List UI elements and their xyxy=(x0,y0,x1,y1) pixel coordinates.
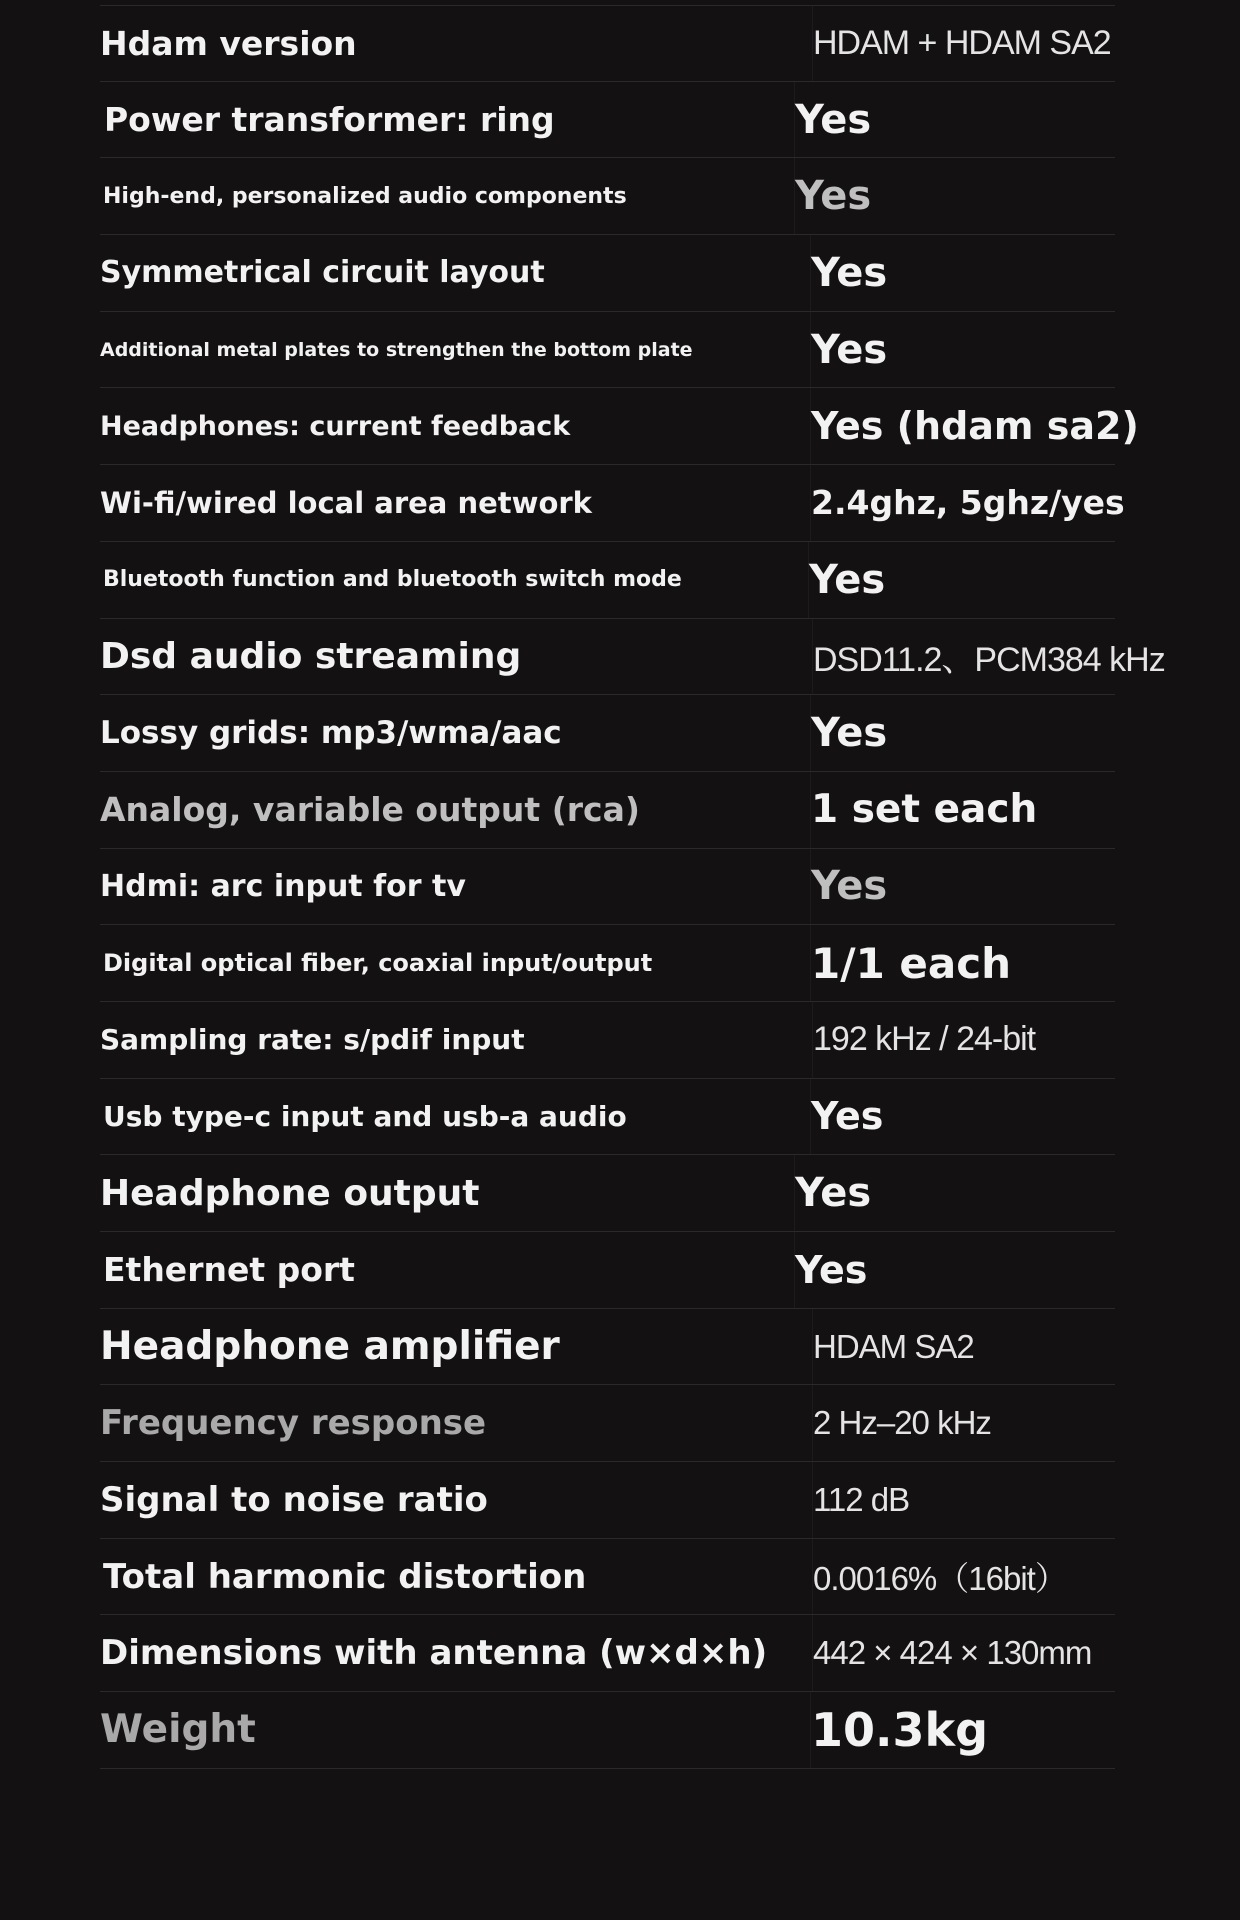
spec-label xyxy=(100,695,760,771)
spec-row-headphones-feedback xyxy=(100,388,1139,465)
spec-label xyxy=(100,465,760,541)
spec-value xyxy=(810,849,1115,925)
spec-value xyxy=(794,82,1115,158)
spec-label-text: Lossy grids: mp3/wma/aac xyxy=(100,715,562,752)
spec-label xyxy=(100,235,760,311)
spec-row-network xyxy=(100,465,1125,542)
spec-value xyxy=(812,1309,1115,1385)
spec-value-text: Yes xyxy=(795,173,872,220)
spec-row-symmetrical-layout xyxy=(100,235,1115,312)
spec-label-text: Bluetooth function and bluetooth switch mode xyxy=(103,567,682,593)
spec-label xyxy=(100,388,760,464)
spec-label-text: Symmetrical circuit layout xyxy=(100,255,545,291)
spec-value-text: 112 dB xyxy=(813,1480,910,1518)
spec-label xyxy=(100,1462,760,1538)
spec-value xyxy=(812,1462,1115,1538)
spec-value-text: Yes xyxy=(795,96,872,143)
spec-row-power-transformer xyxy=(100,82,1115,159)
spec-value xyxy=(812,6,1115,81)
spec-row-headphone-amplifier xyxy=(100,1309,1115,1386)
spec-label xyxy=(100,1385,760,1461)
spec-row-snr xyxy=(100,1462,1115,1539)
spec-row-hdmi-arc xyxy=(100,849,1115,926)
spec-label-text: Dsd audio streaming xyxy=(100,635,522,677)
spec-label xyxy=(100,542,763,618)
spec-label-text: Dimensions with antenna (w×d×h) xyxy=(100,1633,768,1674)
spec-label-text: Weight xyxy=(100,1707,256,1753)
spec-label-text: Sampling rate: s/pdif input xyxy=(100,1023,525,1057)
spec-value xyxy=(810,1079,1115,1155)
spec-row-lossy-grids xyxy=(100,695,1115,772)
spec-label-text: Digital optical fiber, coaxial input/output xyxy=(103,949,653,978)
spec-value xyxy=(810,1692,1115,1768)
spec-label xyxy=(100,1079,763,1155)
spec-value-text: Yes xyxy=(811,710,888,757)
spec-value-text: Yes xyxy=(811,249,888,296)
spec-row-hdam-version xyxy=(100,5,1115,82)
spec-label-text: Additional metal plates to strengthen the bottom plate xyxy=(100,338,693,361)
spec-label xyxy=(100,6,760,81)
spec-row-ethernet xyxy=(100,1232,1115,1309)
spec-label xyxy=(100,1309,760,1385)
spec-value-text: 1 set each xyxy=(811,787,1038,833)
spec-value xyxy=(794,1232,1115,1308)
spec-value xyxy=(810,388,1139,464)
spec-value xyxy=(810,925,1115,1001)
spec-value xyxy=(794,158,1115,234)
spec-value xyxy=(808,542,1115,618)
spec-table xyxy=(100,5,1165,1769)
spec-value-text: 0.0016%（16bit） xyxy=(813,1560,1067,1598)
spec-label-text: Hdam version xyxy=(100,23,357,63)
spec-value-text: Yes xyxy=(795,1247,868,1292)
spec-value xyxy=(810,312,1115,388)
spec-label xyxy=(100,82,764,158)
spec-value-text: 2.4ghz, 5ghz/yes xyxy=(811,483,1125,523)
spec-row-analog-output xyxy=(100,772,1115,849)
spec-label-text: Wi-fi/wired local area network xyxy=(100,485,592,520)
spec-value-text: 1/1 each xyxy=(811,938,1012,988)
spec-label xyxy=(100,1692,760,1768)
spec-label xyxy=(100,158,763,234)
spec-value-text: HDAM SA2 xyxy=(813,1327,974,1365)
spec-label-text: Total harmonic distortion xyxy=(103,1556,587,1597)
spec-value-text: Yes (hdam sa2) xyxy=(811,404,1139,449)
spec-row-thd xyxy=(100,1539,1115,1616)
spec-value-text: Yes xyxy=(811,326,888,373)
spec-label-text: Analog, variable output (rca) xyxy=(100,790,640,830)
spec-label xyxy=(100,1615,768,1691)
spec-row-bluetooth xyxy=(100,542,1115,619)
spec-value-text: HDAM + HDAM SA2 xyxy=(813,23,1111,62)
spec-label-text: Signal to noise ratio xyxy=(100,1479,488,1520)
spec-value xyxy=(810,695,1115,771)
spec-value xyxy=(810,235,1115,311)
spec-label xyxy=(100,312,760,388)
spec-row-audio-components xyxy=(100,158,1115,235)
spec-row-sampling-rate xyxy=(100,1002,1115,1079)
spec-value xyxy=(810,465,1125,541)
spec-row-dimensions xyxy=(100,1615,1115,1692)
spec-value-text: Yes xyxy=(811,863,888,910)
spec-label-text: Ethernet port xyxy=(103,1250,355,1290)
spec-value-text: Yes xyxy=(795,1170,872,1217)
spec-label xyxy=(100,849,760,925)
spec-label xyxy=(100,619,760,695)
spec-value xyxy=(812,1539,1115,1615)
spec-label-text: Hdmi: arc input for tv xyxy=(100,868,466,904)
spec-label xyxy=(100,1539,763,1615)
spec-label-text: Headphone output xyxy=(100,1172,480,1214)
spec-label xyxy=(100,772,760,848)
spec-label-text: Usb type-c input and usb-a audio xyxy=(103,1099,627,1133)
spec-label xyxy=(100,1002,760,1078)
spec-row-metal-plates xyxy=(100,312,1115,389)
spec-value-text: 10.3kg xyxy=(811,1702,989,1757)
spec-label xyxy=(100,1232,763,1308)
spec-label xyxy=(100,1155,760,1231)
spec-label-text: Frequency response xyxy=(100,1403,487,1444)
spec-value-text: Yes xyxy=(811,1094,884,1139)
spec-value xyxy=(812,1002,1115,1078)
spec-value-text: 442 × 424 × 130mm xyxy=(813,1634,1092,1672)
spec-label-text: Power transformer: ring xyxy=(104,100,555,140)
spec-value xyxy=(812,1615,1115,1691)
spec-label xyxy=(100,925,763,1001)
spec-row-dsd-streaming xyxy=(100,619,1165,696)
spec-value xyxy=(812,1385,1115,1461)
spec-row-headphone-output xyxy=(100,1155,1115,1232)
spec-row-frequency-response xyxy=(100,1385,1115,1462)
spec-value-text: 2 Hz–20 kHz xyxy=(813,1404,991,1442)
spec-label-text: Headphones: current feedback xyxy=(100,410,571,442)
spec-value xyxy=(794,1155,1115,1231)
spec-label-text: High-end, personalized audio components xyxy=(103,183,627,209)
spec-label-text: Headphone amplifier xyxy=(100,1324,560,1370)
spec-row-digital-io xyxy=(100,925,1115,1002)
spec-value-text: Yes xyxy=(809,556,886,603)
spec-value-text: DSD11.2、PCM384 kHz xyxy=(813,640,1165,679)
spec-value-text: 192 kHz / 24-bit xyxy=(813,1020,1036,1059)
spec-row-usb xyxy=(100,1079,1115,1156)
spec-value xyxy=(810,772,1115,848)
spec-value xyxy=(812,619,1165,695)
spec-row-weight xyxy=(100,1692,1115,1769)
